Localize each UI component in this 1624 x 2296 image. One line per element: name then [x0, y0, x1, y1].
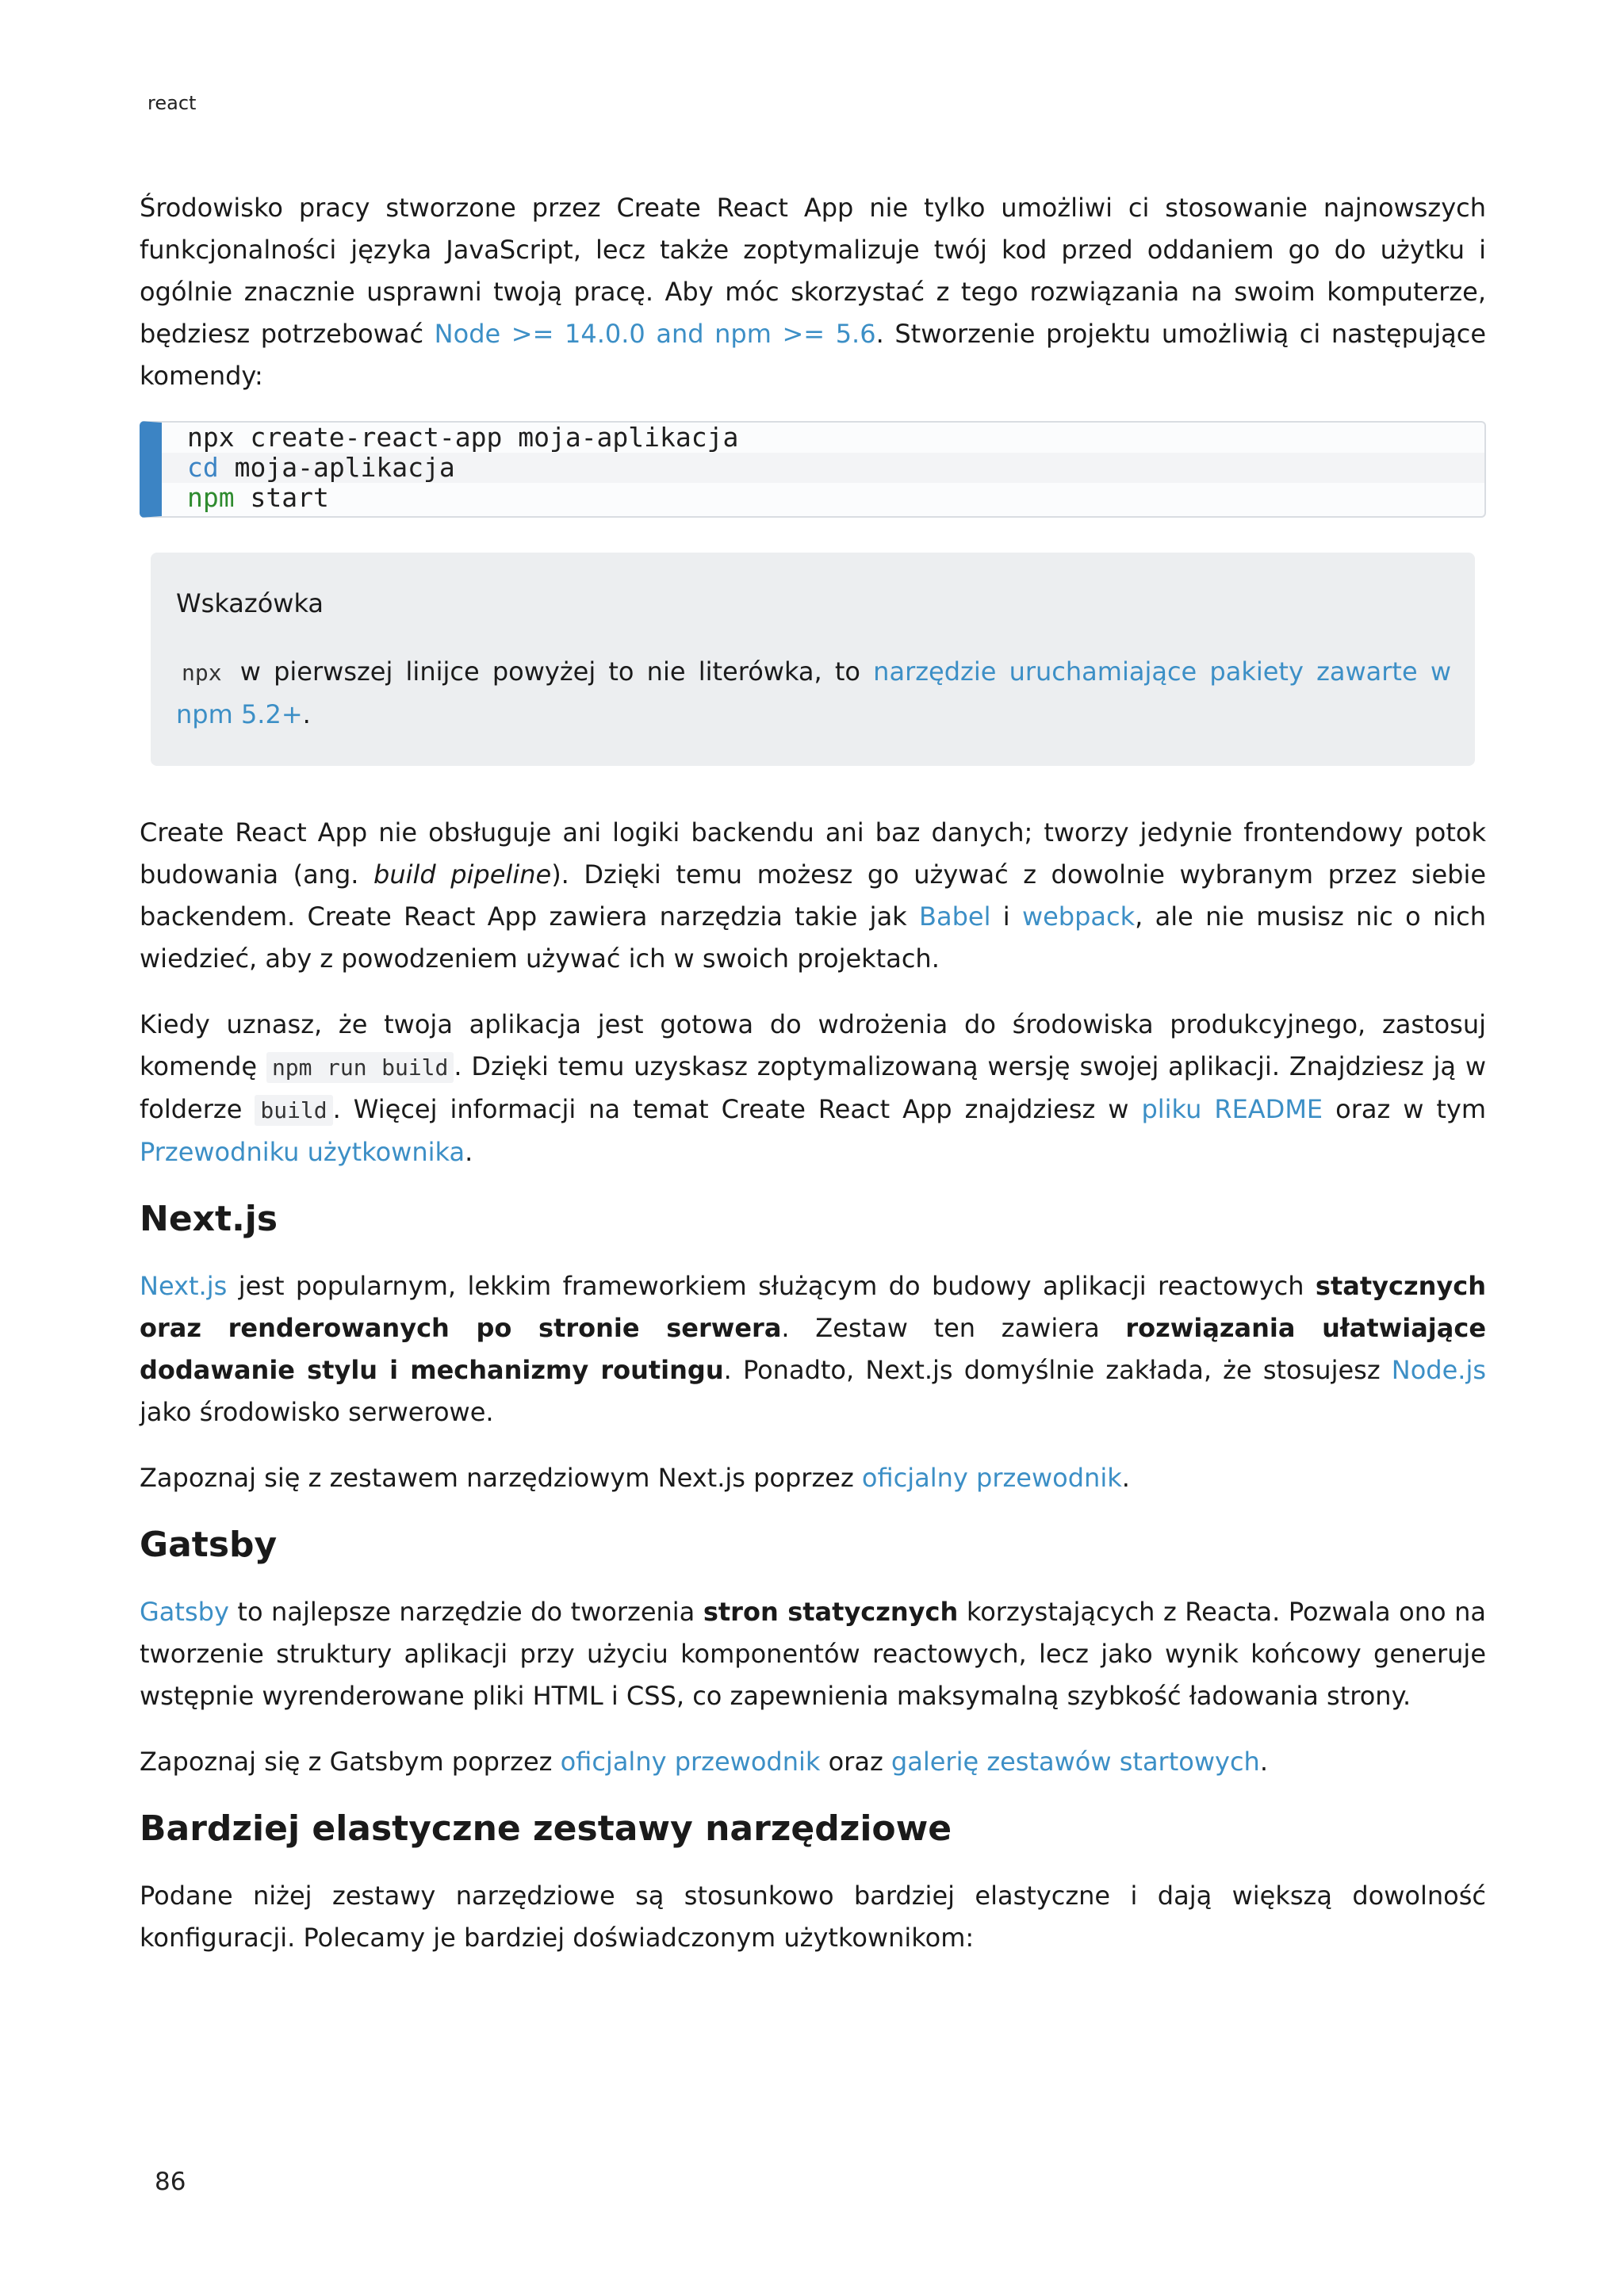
gatsby-link[interactable]: Gatsby	[140, 1597, 229, 1627]
nextjs-paragraph: Next.js jest popularnym, lekkim frameworkiem służącym do budowy aplikacji reactowych statycznych oraz renderowanych po stronie serwera. Zestaw ten zawiera rozwiązania ułatwiające dodawanie stylu i mechanizmy routingu. Ponadto, Next.js domyślnie zakłada, że stosujesz Node.js jako środowisko serwerowe.	[140, 1271, 1487, 1427]
nextjs-link[interactable]: Next.js	[140, 1271, 228, 1301]
gatsby-guide-paragraph: Zapoznaj się z Gatsbym poprzez oficjalny przewodnik oraz galerię zestawów startowych.	[140, 1747, 1268, 1777]
code-line-3: npm start	[187, 482, 329, 513]
npx-link[interactable]: narzędzie uruchamiające pakiety zawarte w npm 5.2+	[176, 656, 1452, 729]
build-paragraph: Kiedy uznasz, że twoja aplikacja jest gotowa do wdrożenia do środowiska produkcyjnego, zastosuj komendę npm run build . Dzięki temu uzyskasz zoptymalizowaną wersję swojej aplikacji. Znajdziesz ją w folderze build . Więcej informacji na temat Create React App znajdziesz w pliku README oraz w tym Przewodniku użytkownika.	[140, 1009, 1487, 1167]
npm-run-build-code: npm run build	[266, 1052, 454, 1083]
gatsby-paragraph: Gatsby to najlepsze narzędzie do tworzenia stron statycznych korzystających z Reacta. Pozwala ono na tworzenie struktury aplikacji przy użyciu komponentów reactowych, lecz jako wynik końcowy generuje wstępnie wyrenderowane pliki HTML i CSS, co zapewnienia maksymalną szybkość ładowania strony.	[140, 1597, 1487, 1711]
tip-box	[151, 553, 1475, 766]
intro-paragraph: Środowisko pracy stworzone przez Create React App nie tylko umożliwi ci stosowanie najnowszych funkcjonalności języka JavaScript, lecz także zoptymalizuje twój kod przed oddaniem go do użytku i ogólnie znacznie usprawni twoją pracę. Aby móc skorzystać z tego rozwiązania na swoim komputerze, będziesz potrzebować Node >= 14.0.0 and npm >= 5.6. Stworzenie projektu umożliwią ci następujące komendy:	[140, 193, 1487, 391]
node-npm-link[interactable]: Node >= 14.0.0 and npm >= 5.6	[434, 319, 876, 349]
tip-text: npx w pierwszej linijce powyżej to nie literówka, to narzędzie uruchamiające pakiety zawarte w npm 5.2+.	[176, 656, 1452, 729]
page-content	[140, 187, 1486, 1983]
user-guide-link[interactable]: Przewodniku użytkownika	[140, 1137, 465, 1167]
backend-paragraph: Create React App nie obsługuje ani logiki backendu ani baz danych; tworzy jedynie frontendowy potok budowania (ang. build pipeline). Dzięki temu możesz go używać z dowolnie wybranym przez siebie backendem. Create React App zawiera narzędzia takie jak Babel i webpack, ale nie musisz nic o nich wiedzieć, aby z powodzeniem używać ich w swoich projektach.	[140, 817, 1487, 974]
readme-link[interactable]: pliku README	[1141, 1094, 1323, 1124]
tip-title: Wskazówka	[176, 588, 324, 618]
running-header: react	[147, 92, 197, 114]
starters-gallery-link[interactable]: galerię zestawów startowych	[891, 1747, 1260, 1777]
flexible-toolchains-heading: Bardziej elastyczne zestawy narzędziowe	[140, 1808, 952, 1849]
code-block	[140, 421, 1486, 518]
page-number: 86	[155, 2168, 186, 2196]
babel-link[interactable]: Babel	[919, 901, 991, 932]
gatsby-guide-link[interactable]: oficjalny przewodnik	[560, 1747, 821, 1777]
nextjs-guide-paragraph: Zapoznaj się z zestawem narzędziowym Next.js poprzez oficjalny przewodnik.	[140, 1463, 1130, 1493]
code-line-2: cd moja-aplikacja	[162, 453, 1484, 483]
nextjs-heading: Next.js	[140, 1199, 278, 1239]
nodejs-link[interactable]: Node.js	[1391, 1355, 1487, 1385]
nextjs-guide-link[interactable]: oficjalny przewodnik	[861, 1463, 1122, 1493]
gatsby-heading: Gatsby	[140, 1525, 278, 1565]
code-line-1: npx create-react-app moja-aplikacja	[187, 422, 739, 453]
flexible-paragraph: Podane niżej zestawy narzędziowe są stosunkowo bardziej elastyczne i dają większą dowolność konfiguracji. Polecamy je bardziej doświadczonym użytkownikom:	[140, 1881, 1486, 1953]
webpack-link[interactable]: webpack	[1021, 901, 1136, 932]
tip-code: npx	[182, 660, 222, 686]
build-folder-code: build	[255, 1095, 332, 1126]
